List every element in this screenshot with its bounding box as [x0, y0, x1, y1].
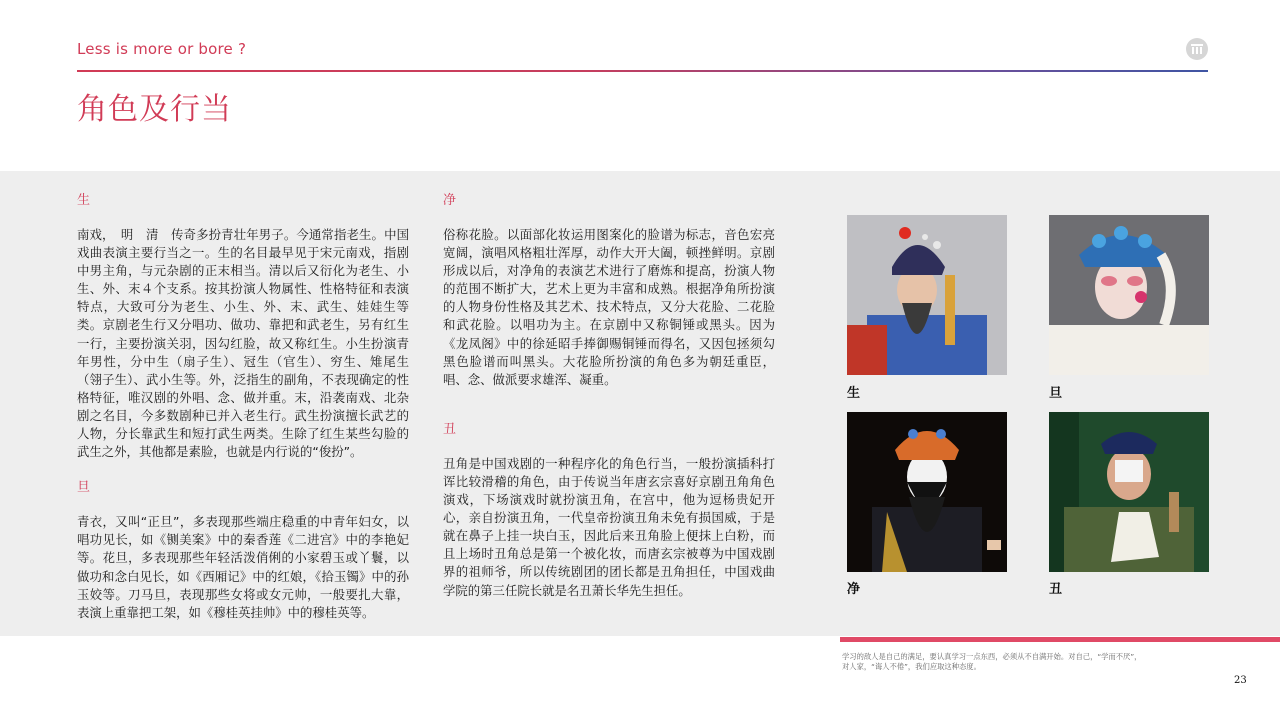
section-heading-jing: 净: [443, 193, 457, 208]
page-title: 角色及行当: [77, 92, 232, 127]
photo-jing: [847, 412, 1007, 572]
photo-caption-sheng: 生: [847, 386, 861, 401]
section-body-dan: 青衣，又叫“正旦”，多表现那些端庄稳重的中青年妇女，以唱功见长，如《铡美案》中的秦香莲《二进宫》中的李艳妃等。花旦，多表现那些年轻活泼俏俐的小家碧玉或丫鬟，以做功和念白见长，如《西厢记》中的红娘，《拾玉镯》中的孙玉姣等。刀马旦，表现那些女将或女元帅，一般要扎大靠，表演上重靠把工架，如《穆桂英挂帅》中的穆桂英等。: [77, 514, 409, 620]
photo-caption-jing: 净: [847, 582, 861, 597]
section-body-chou: 丑角是中国戏剧的一种程序化的角色行当，一般扮演插科打诨比较滑稽的角色，由于传说当年唐玄宗喜好京剧丑角角色演戏，下场演戏时就扮演丑角，在宫中，他为逗杨贵妃开心，亲自扮演丑角，一代皇帝扮演丑角未免有损国威，于是就在鼻子上挂一块白玉，因此后来丑角脸上便抹上白粉，而且上场时丑角总是第一个被化妆，而唐玄宗被尊为中国戏剧界的祖师爷，所以传统剧团的团长都是丑角担任，中国戏曲学院的第三任院长就是名丑萧长华先生担任。: [443, 455, 775, 598]
footer-accent-bar: [840, 637, 1280, 642]
photo-sheng: [847, 215, 1007, 375]
photo-caption-chou: 丑: [1049, 582, 1063, 597]
page-number: 23: [1234, 675, 1247, 686]
section-heading-chou: 丑: [443, 421, 457, 437]
section-body-jing: 俗称花脸。以面部化妆运用图案化的脸谱为标志，音色宏亮宽阔，演唱风格粗壮浑厚，动作大开大阖，顿挫鲜明。京剧形成以后，对净角的表演艺术进行了磨炼和提高，扮演人物的范围不断扩大，艺术上更为丰富和成熟。根据净角所扮演的人物身份性格及其艺术、技术特点，又分大花脸、二花脸和武花脸。以唱功为主。在京剧中又称铜锤或黑头。因为《龙凤阁》中的徐延昭手捧御赐铜锤而得名，又因包拯须勾黑色脸谱而叫黑头。大花脸所扮演的角色多为朝廷重臣，唱、念、做派要求雄浑、凝重。: [443, 227, 775, 387]
photo-chou: [1049, 412, 1209, 572]
logo-icon: [1186, 38, 1208, 60]
section-heading-dan: 旦: [77, 480, 91, 496]
header-divider: [77, 70, 1208, 72]
photo-dan: [1049, 215, 1209, 375]
photo-caption-dan: 旦: [1049, 386, 1063, 401]
header-title: Less is more or bore ?: [77, 40, 247, 58]
middle-column: [443, 192, 775, 600]
section-body-sheng: 南戏， 明 清 传奇多扮青壮年男子。今通常指老生。中国戏曲表演主要行当之一。生的名目最早见于宋元南戏，指剧中男主角，与元杂剧的正末相当。清以后又衍化为老生、小生、外、末４个支系。按其扮演人物属性、性格特征和表演特点，大致可分为老生、小生、外、末、武生、娃娃生等类。京剧老生行又分唱功、做功、靠把和武老生，另有红生一行，主要扮演关羽，因勾红脸，故又称红生。小生扮演青年男性，分中生（扇子生）、冠生（官生）、穷生、雉尾生（翎子生）、武小生等。外，泛指生的副角，不表现确定的性格特征，唯汉剧的外唱、念、做并重。末，沿袭南戏、北杂剧之名目，今多数剧种已并入老生行。武生扮演擅长武艺的人物，分长靠武生和短打武生两类。生除了红生某些勾脸的武生之外，其他都是素脸，也就是内行说的“俊扮”。: [77, 227, 409, 460]
section-heading-sheng: 生: [77, 193, 91, 208]
footer-quote: 学习的敌人是自己的满足，要认真学习一点东西，必须从不自满开始。对自己，“学而不厌”，对人家，“诲人不倦”，我们应取这种态度。: [842, 652, 1142, 671]
left-column: [77, 192, 409, 622]
